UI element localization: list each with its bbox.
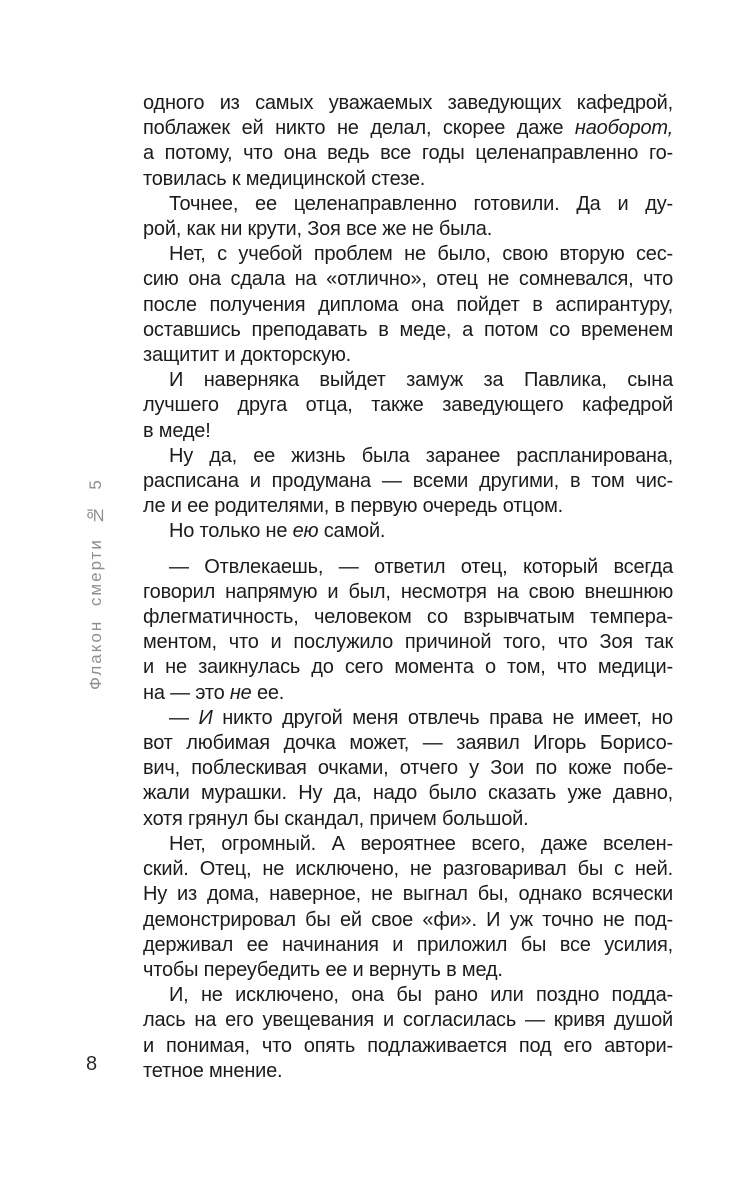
paragraph bbox=[143, 832, 673, 983]
text-line: Нет, огромный. А вероятнее всего, даже вселен- bbox=[169, 832, 673, 855]
text-line: Нет, с учебой проблем не было, свою вторую сес- bbox=[169, 243, 673, 266]
text-line: сию она сдала на «отлично», отец не сомневался, что bbox=[143, 268, 673, 291]
text-line: вот любимая дочка может, — заявил Игорь Борисо- bbox=[143, 732, 673, 755]
paragraph bbox=[143, 242, 673, 368]
text-line: защитит и докторскую. bbox=[143, 344, 351, 367]
text-line: держивал ее начинания и приложил бы все усилия, bbox=[143, 933, 673, 956]
text-line: а потому, что она ведь все годы целенаправленно го- bbox=[143, 142, 673, 165]
text-line: демонстрировал бы ей свое «фи». И уж точно не под- bbox=[143, 908, 673, 931]
paragraph bbox=[143, 706, 673, 832]
paragraph bbox=[143, 192, 673, 242]
text-line: оставшись преподавать в меде, а потом со временем bbox=[143, 318, 673, 341]
text-line: после получения диплома она пойдет в аспирантуру, bbox=[143, 293, 673, 316]
text-line: на — это не ее. bbox=[143, 681, 285, 704]
text-line: Но только не ею самой. bbox=[169, 520, 386, 543]
text-line: Точнее, ее целенаправленно готовили. Да и ду- bbox=[169, 192, 673, 215]
text-line: И, не исключено, она бы рано или поздно подда- bbox=[169, 984, 673, 1007]
text-line: в меде! bbox=[143, 419, 211, 442]
text-block bbox=[143, 91, 673, 1084]
text-line: флегматичность, человеком со взрывчатым темпера- bbox=[143, 606, 673, 629]
text-line: одного из самых уважаемых заведующих кафедрой, bbox=[143, 92, 673, 114]
text-line: — Отвлекаешь, — ответил отец, который всегда bbox=[169, 555, 673, 578]
text-line: расписана и продумана — всеми другими, в том чис- bbox=[143, 470, 673, 493]
text-line: вич, поблескивая очками, отчего у Зои по коже побе- bbox=[143, 757, 673, 780]
text-line: Ну да, ее жизнь была заранее распланирована, bbox=[169, 444, 673, 467]
text-line: хотя грянул бы скандал, причем большой. bbox=[143, 807, 529, 830]
paragraph bbox=[143, 91, 673, 192]
book-series-title: Флакон смерти № 5 bbox=[86, 478, 105, 690]
text-line: ментом, что и послужило причиной того, что Зоя так bbox=[143, 631, 673, 654]
text-line: товилась к медицинской стезе. bbox=[143, 167, 426, 190]
text-line: тетное мнение. bbox=[143, 1059, 283, 1082]
paragraph bbox=[143, 519, 673, 544]
text-line: — И никто другой меня отвлечь права не имеет, но bbox=[169, 706, 673, 729]
text-line: говорил напрямую и был, несмотря на свою внешнюю bbox=[143, 580, 673, 603]
paragraph bbox=[143, 983, 673, 1084]
text-line: Ну из дома, наверное, не выгнал бы, однако всячески bbox=[143, 883, 673, 906]
text-line: поблажек ей никто не делал, скорее даже наоборот, bbox=[143, 117, 673, 140]
text-line: и не заикнулась до сего момента о том, что медици- bbox=[143, 656, 673, 679]
text-line: лась на его увещевания и согласилась — кривя душой bbox=[143, 1009, 673, 1032]
text-line: жали мурашки. Ну да, надо было сказать уже давно, bbox=[143, 782, 673, 805]
text-line: лучшего друга отца, также заведующего кафедрой bbox=[143, 394, 673, 417]
text-line: чтобы переубедить ее и вернуть в мед. bbox=[143, 958, 503, 981]
text-line: И наверняка выйдет замуж за Павлика, сына bbox=[169, 369, 673, 392]
text-line: ле и ее родителями, в первую очередь отцом. bbox=[143, 495, 564, 518]
text-line: рой, как ни крути, Зоя все же не была. bbox=[143, 218, 493, 241]
text-line: ский. Отец, не исключено, не разговаривал бы с ней. bbox=[143, 858, 673, 881]
paragraph bbox=[143, 444, 673, 520]
page-number: 8 bbox=[86, 1053, 98, 1075]
paragraph bbox=[143, 555, 673, 706]
paragraph bbox=[143, 368, 673, 444]
text-line: и понимая, что опять подлаживается под его автори- bbox=[143, 1034, 673, 1057]
